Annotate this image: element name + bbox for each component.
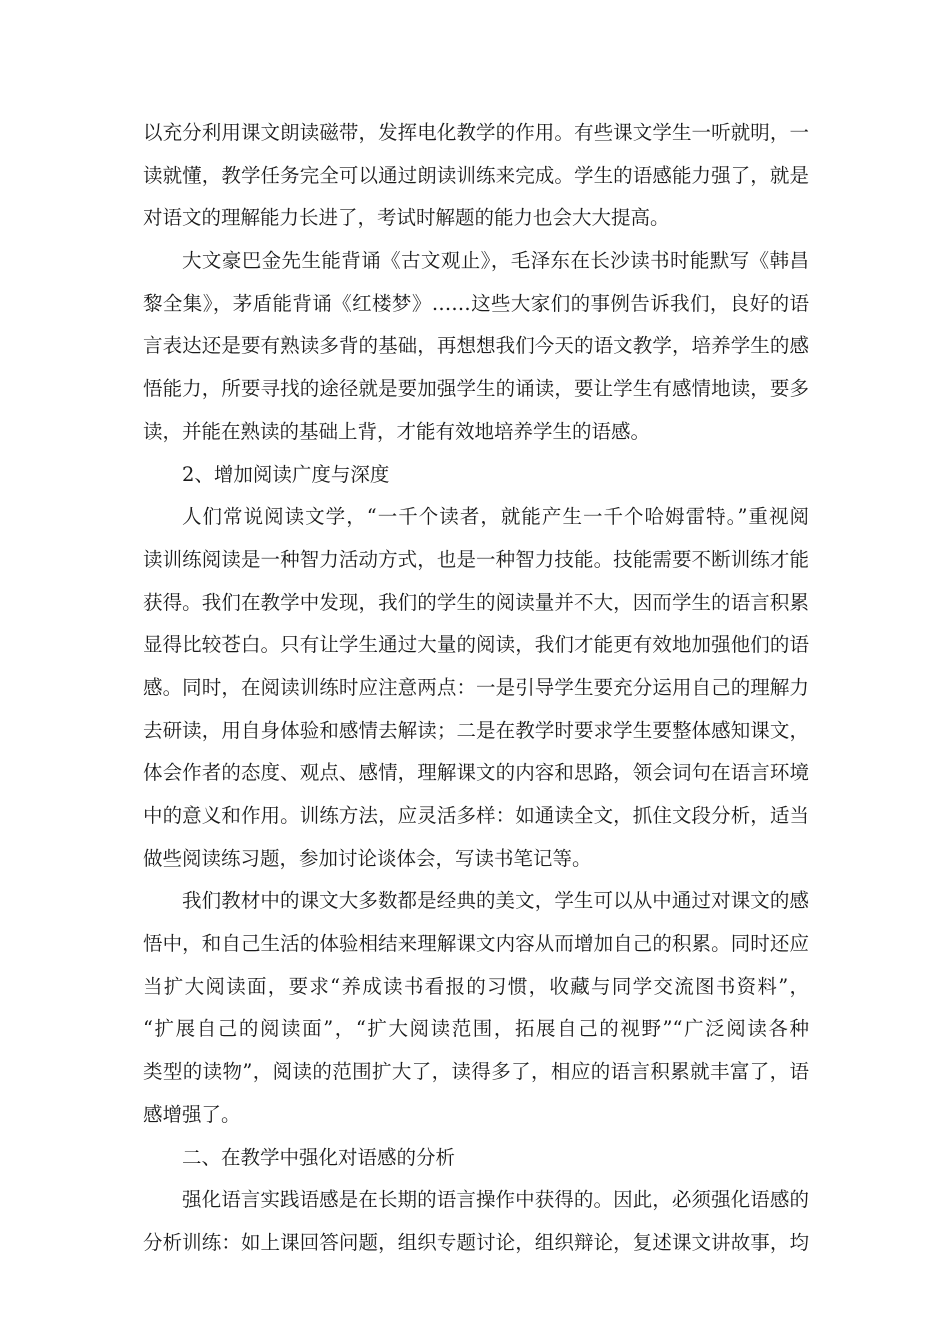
text-line: 获得。我们在教学中发现，我们的学生的阅读量并不大，因而学生的语言积累 [143,590,809,614]
text-line: 读训练阅读是一种智力活动方式，也是一种智力技能。技能需要不断训练才能 [143,547,809,571]
text-line: 读就懂，教学任务完全可以通过朗读训练来完成。学生的语感能力强了，就是 [143,163,809,187]
text-line: 言表达还是要有熟读多背的基础，再想想我们今天的语文教学，培养学生的感 [143,334,809,358]
section-heading: 2、增加阅读广度与深度 [182,462,390,486]
text-line: 感增强了。 [143,1102,241,1126]
section-heading: 二、在教学中强化对语感的分析 [182,1145,456,1169]
paragraph-start-line: 强化语言实践语感是在长期的语言操作中获得的。因此，必须强化语感的 [182,1188,809,1212]
text-line: 分析训练：如上课回答问题，组织专题讨论，组织辩论，复述课文讲故事，均 [143,1230,809,1254]
text-line: 类型的读物”，阅读的范围扩大了，读得多了，相应的语言积累就丰富了，语 [143,1060,809,1084]
paragraph-start-line: 人们常说阅读文学，“一千个读者，就能产生一千个哈姆雷特。”重视阅 [182,505,809,529]
text-line: 以充分利用课文朗读磁带，发挥电化教学的作用。有些课文学生一听就明，一 [143,121,809,144]
text-line: 去研读，用自身体验和感情去解读；二是在教学时要求学生要整体感知课文， [143,718,809,742]
paragraph-start-line: 大文豪巴金先生能背诵《古文观止》，毛泽东在长沙读书时能默写《韩昌 [182,249,809,273]
text-line: 悟中，和自己生活的体验相结来理解课文内容从而增加自己的积累。同时还应 [143,932,809,956]
text-line: “扩展自己的阅读面”，“扩大阅读范围，拓展自己的视野”“广泛阅读各种 [143,1017,809,1041]
text-line: 当扩大阅读面，要求“养成读书看报的习惯，收藏与同学交流图书资料”， [143,974,809,998]
text-line: 悟能力，所要寻找的途径就是要加强学生的诵读，要让学生有感情地读，要多 [143,377,809,401]
text-line: 感。同时，在阅读训练时应注意两点：一是引导学生要充分运用自己的理解力 [143,675,809,699]
text-line: 中的意义和作用。训练方法，应灵活多样：如通读全文，抓住文段分析，适当 [143,804,809,827]
text-line: 读，并能在熟读的基础上背，才能有效地培养学生的语感。 [143,419,651,443]
text-line: 体会作者的态度、观点、感情，理解课文的内容和思路，领会词句在语言环境 [143,761,809,785]
text-line: 黎全集》，茅盾能背诵《红楼梦》……这些大家们的事例告诉我们，良好的语 [143,291,809,315]
text-line: 显得比较苍白。只有让学生通过大量的阅读，我们才能更有效地加强他们的语 [143,633,809,657]
paragraph-start-line: 我们教材中的课文大多数都是经典的美文，学生可以从中通过对课文的感 [182,889,809,913]
body-text [143,112,809,1265]
text-line: 对语文的理解能力长进了，考试时解题的能力也会大大提高。 [143,206,670,230]
text-line: 做些阅读练习题，参加讨论谈体会，写读书笔记等。 [143,846,592,870]
